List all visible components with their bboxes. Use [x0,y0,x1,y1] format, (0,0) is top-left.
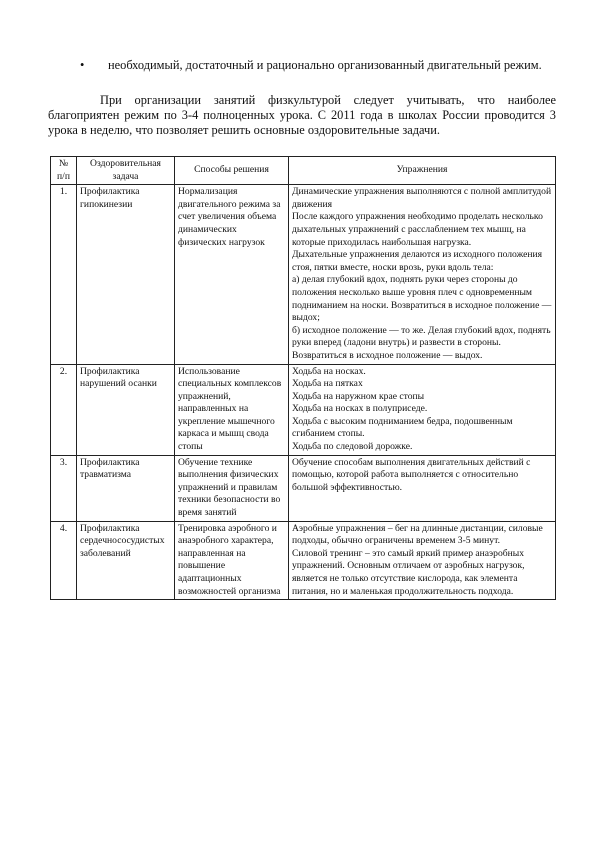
row-number: 2. [51,364,77,455]
row-method: Тренировка аэробного и анаэробного характера, направленная на повышение адаптационных возможностей организма [175,521,289,600]
header-task: Оздоровительная задача [77,157,175,185]
row-task: Профилактика гипокинезии [77,185,175,364]
row-task: Профилактика нарушений осанки [77,364,175,455]
exercise-line: Ходьба на наружном крае стопы [292,390,425,402]
table-row [51,185,556,364]
health-tasks-table [50,156,556,600]
header-number: № п/п [51,157,77,185]
exercise-line: Динамические упражнения выполняются с полной амплитудой движения [292,186,552,210]
row-exercises [289,364,556,455]
row-number: 1. [51,185,77,364]
exercise-line: а) делая глубокий вдох, поднять руки через стороны до положения несколько выше уровня плеч с одновременным подниманием на носки. Возвратиться в исходное положение — выдох; [292,274,552,324]
exercise-line: Ходьба на носках в полуприседе. [292,403,428,415]
exercise-line: б) исходное положение — то же. Делая глубокий вдох, поднять руки вперед (ладони внутрь) и развести в стороны. Возвратиться в исходное положение — выдох. [292,324,551,361]
row-exercises [289,185,556,364]
header-exercises: Упражнения [289,157,556,185]
exercise-line: После каждого упражнения необходимо проделать несколько дыхательных упражнений с расслаблением тех мышц, на которые приходилась наибольшая нагрузка. [292,211,543,248]
exercise-line: Ходьба на пятках [292,378,363,390]
row-task: Профилактика травматизма [77,455,175,521]
row-method: Обучение технике выполнения физических упражнений и правилам техники безопасности во время занятий [175,455,289,521]
bullet-marker: • [80,58,85,72]
bullet-item [80,58,555,73]
row-method: Нормализация двигательного режима за счет увеличения объема динамических физических нагрузок [175,185,289,364]
exercise-line: Силовой тренинг – это самый яркий пример анаэробных упражнений. Основным отличаем от аэробных нагрузок, является не только отсутствие кислорода, как элемента питания, но и маленькая продолжительность подхода. [292,547,525,597]
exercise-line: Ходьба на носках. [292,365,366,377]
header-method: Способы решения [175,157,289,185]
table-header-row [51,157,556,185]
row-number: 4. [51,521,77,600]
bullet-text: необходимый, достаточный и рационально организованный двигательный режим. [108,58,542,72]
exercise-line: Ходьба по следовой дорожке. [292,441,413,453]
intro-paragraph: При организации занятий физкультурой следует учитывать, что наиболее благоприятен режим по 3-4 полноценных урока. С 2011 года в школах России проводится 3 урока в неделю, что позволяет решить основные оздоровительные задачи. [48,93,556,137]
exercise-line: Ходьба с высоким подниманием бедра, подошвенным сгибанием стопы. [292,415,513,440]
row-number: 3. [51,455,77,521]
row-exercises [289,455,556,521]
exercise-line: Аэробные упражнения – бег на длинные дистанции, силовые подходы, обычно ограничены временем 3-5 минут. [292,522,543,547]
row-task: Профилактика сердечнососудистых заболеваний [77,521,175,600]
exercise-line: Дыхательные упражнения делаются из исходного положения стоя, пятки вместе, носки врозь, руки вдоль тела: [292,249,543,273]
row-exercises [289,521,556,600]
table-row [51,455,556,521]
table-row [51,521,556,600]
row-method: Использование специальных комплексов упражнений, направленных на укрепление мышечного каркаса и мышц свода стопы [175,364,289,455]
table-row [51,364,556,455]
exercise-line: Обучение способам выполнения двигательных действий с помощью, которой работа выполняется с относительно большой эффективностью. [292,456,531,493]
